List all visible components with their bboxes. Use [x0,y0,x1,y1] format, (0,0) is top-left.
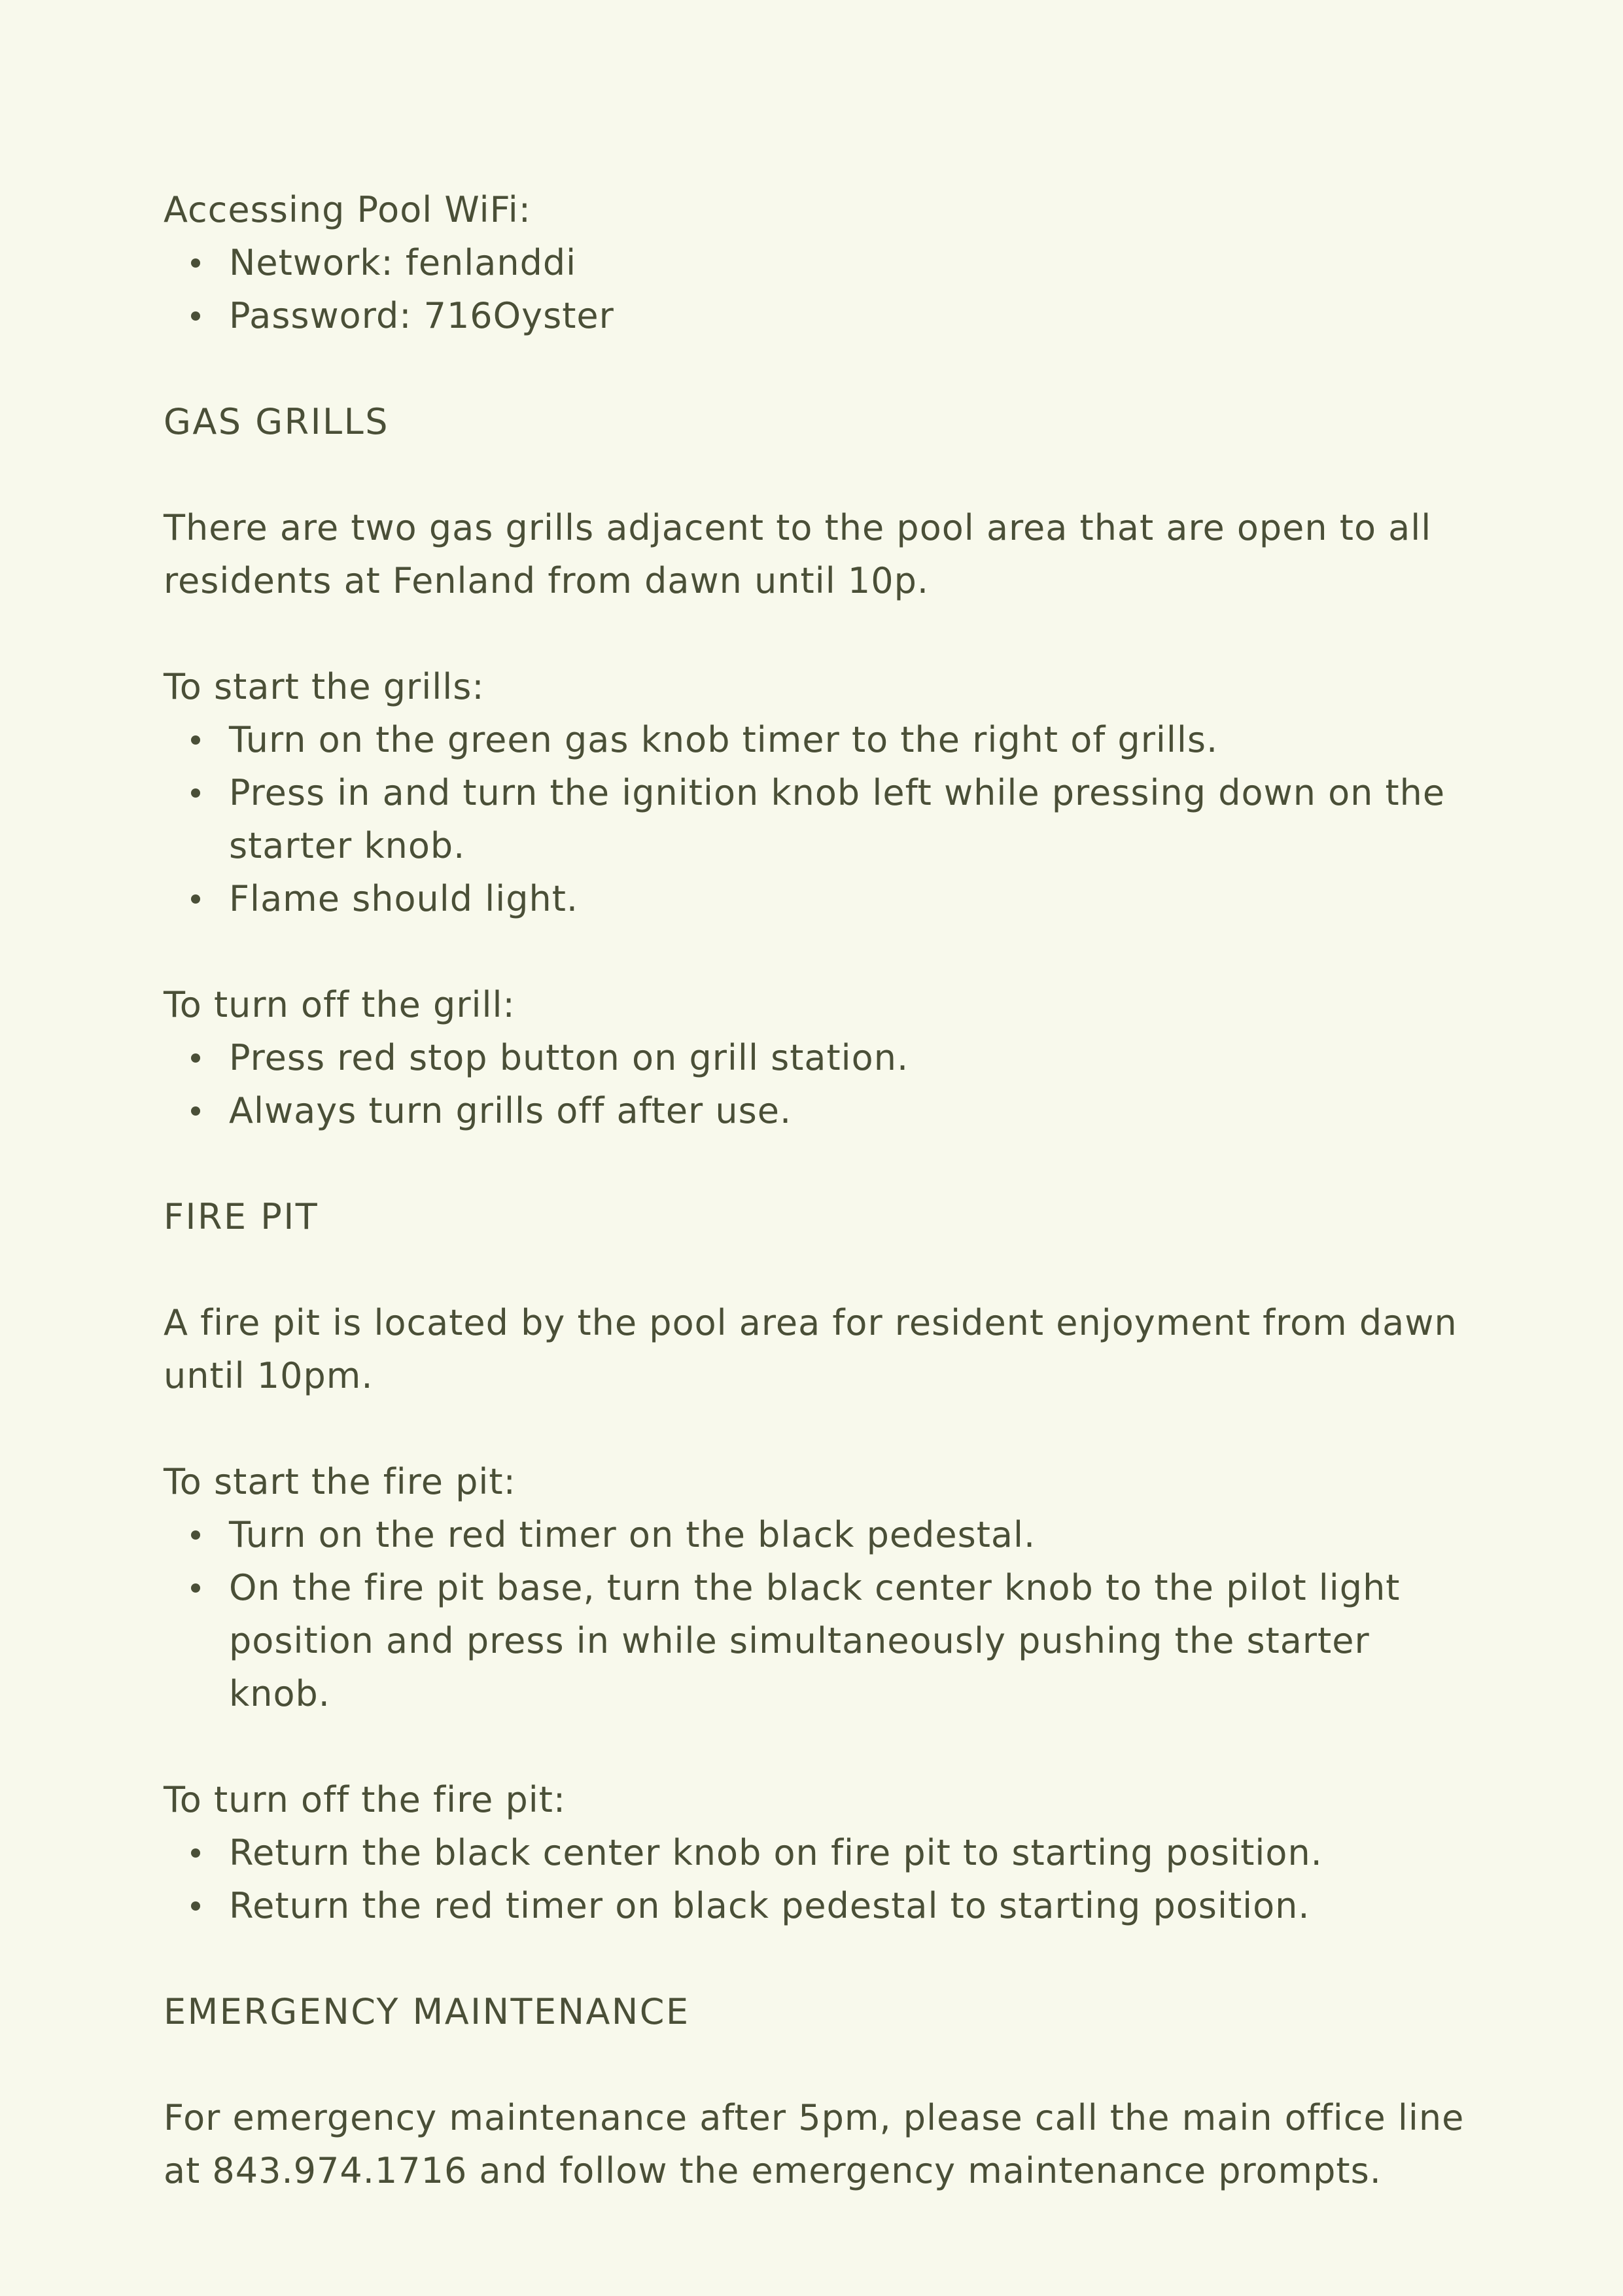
gas-grills-intro: There are two gas grills adjacent to the pool area that are open to all residents at Fenland from dawn until 10p. [164,507,1432,601]
wifi-section [164,183,1466,342]
fire-pit-off-heading: To turn off the fire pit: [164,1779,567,1820]
grills-off-heading: To turn off the grill: [164,984,515,1025]
bullet-icon [191,894,200,904]
list-item: Turn on the green gas knob timer to the right of grills. [164,713,1466,766]
list-item: Press in and turn the ignition knob left while pressing down on the starter knob. [164,766,1466,872]
bullet-icon [191,735,200,745]
list-item: Return the black center knob on fire pit to starting position. [164,1826,1466,1879]
gas-grills-title: GAS GRILLS [164,401,389,442]
bullet-icon [191,1106,200,1116]
bullet-icon [191,1053,200,1063]
wifi-list [164,236,1466,342]
fire-pit-intro: A fire pit is located by the pool area for resident enjoyment from dawn until 10pm. [164,1302,1457,1396]
gas-grills-section [164,395,1466,1137]
emergency-section [164,1985,1466,2197]
fire-pit-title: FIRE PIT [164,1196,319,1237]
bullet-icon [191,1901,200,1911]
list-item: Return the red timer on black pedestal to starting position. [164,1879,1466,1932]
bullet-icon [191,1848,200,1858]
list-item: Press red stop button on grill station. [164,1031,1466,1084]
fire-pit-start-heading: To start the fire pit: [164,1461,516,1502]
list-item: On the fire pit base, turn the black center knob to the pilot light position and press in while simultaneously pushing the starter knob. [164,1561,1466,1720]
fire-pit-off-list [164,1826,1466,1932]
grills-off-list [164,1031,1466,1137]
emergency-text: For emergency maintenance after 5pm, please call the main office line at 843.974.1716 and follow the emergency maintenance prompts. [164,2097,1465,2191]
bullet-icon [191,311,200,321]
fire-pit-section [164,1190,1466,1932]
list-item: Always turn grills off after use. [164,1084,1466,1137]
emergency-title: EMERGENCY MAINTENANCE [164,1991,690,2032]
bullet-icon [191,1530,200,1540]
wifi-network-item: Network: fenlanddi [164,236,1466,289]
list-item: Turn on the red timer on the black pedestal. [164,1508,1466,1561]
wifi-heading: Accessing Pool WiFi: [164,189,531,230]
fire-pit-start-list [164,1508,1466,1720]
bullet-icon [191,1583,200,1593]
grills-start-list [164,713,1466,925]
list-item: Flame should light. [164,872,1466,925]
bullet-icon [191,788,200,798]
grills-start-heading: To start the grills: [164,666,485,707]
wifi-password-item: Password: 716Oyster [164,289,1466,342]
bullet-icon [191,258,200,268]
